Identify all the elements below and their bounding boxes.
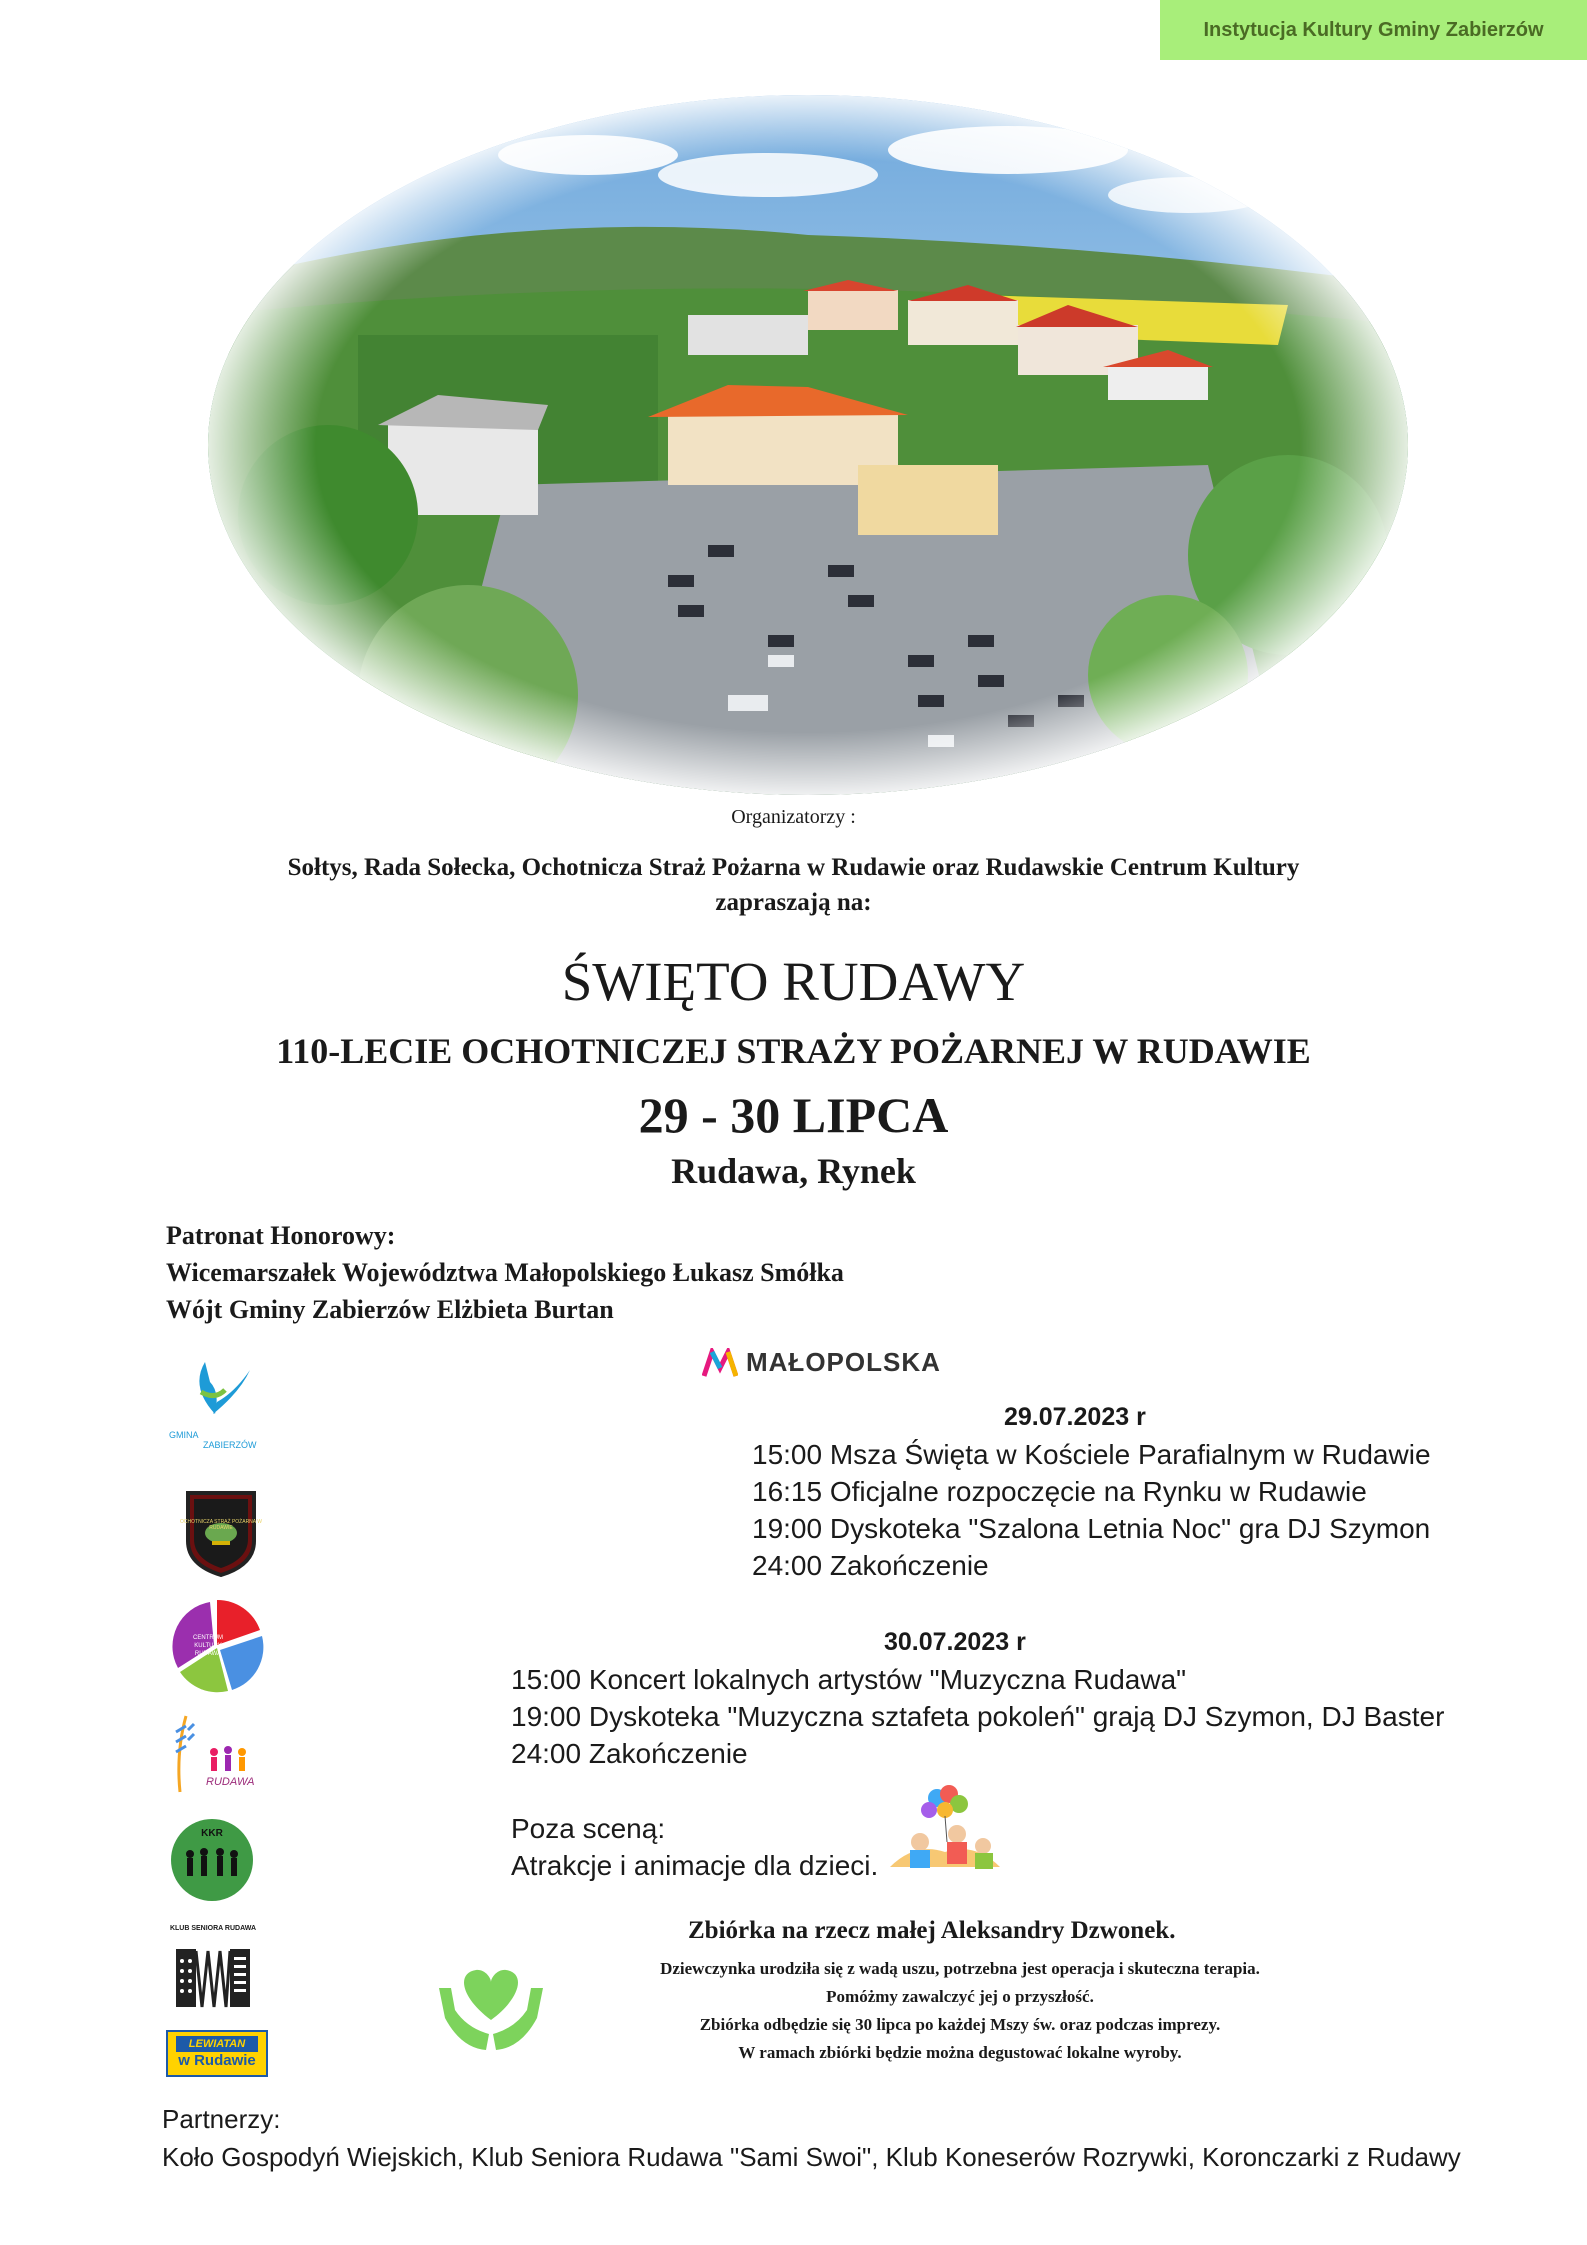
event-dates: 29 - 30 LIPCA	[638, 1087, 949, 1143]
malopolska-text: MAŁOPOLSKA	[746, 1347, 941, 1377]
schedule-item: 19:00 Dyskoteka "Muzyczna sztafeta pokoleń" grają DJ Szymon, DJ Baster	[511, 1701, 1445, 1732]
invitation-text: zapraszają na:	[715, 889, 872, 916]
event-title: ŚWIĘTO RUDAWY	[561, 951, 1026, 1012]
heart-hands-icon	[431, 1958, 551, 2058]
kids-balloons-illustration	[885, 1782, 1003, 1877]
schedule-item: 24:00 Zakończenie	[511, 1738, 748, 1769]
lewiatan-brand: LEWIATAN	[176, 2036, 258, 2052]
institution-badge: Instytucja Kultury Gminy Zabierzów	[1160, 0, 1587, 60]
osp-shield-icon	[180, 1485, 262, 1577]
aerial-photo	[208, 95, 1408, 795]
malopolska-mark-icon	[702, 1348, 738, 1378]
kgw-rudawa-logo	[166, 1712, 262, 1794]
gmina-bird-icon	[165, 1352, 275, 1432]
schedule-item: 16:15 Oficjalne rozpoczęcie na Rynku w Rudawie	[752, 1476, 1367, 1507]
event-location: Rudawa, Rynek	[671, 1151, 916, 1191]
kgw-text: RUDAWA	[206, 1776, 255, 1788]
extra-text: Atrakcje i animacje dla dzieci.	[511, 1850, 879, 1881]
day1-schedule	[752, 1436, 1431, 1584]
schedule-item: 19:00 Dyskoteka "Szalona Letnia Noc" gra DJ Szymon	[752, 1513, 1431, 1544]
schedule-item: 24:00 Zakończenie	[752, 1550, 989, 1581]
rck-logo	[170, 1598, 265, 1693]
kkr-logo	[170, 1818, 254, 1902]
gmina-text-1: GMINA	[169, 1430, 199, 1440]
club-seniors-logo	[168, 1925, 258, 2017]
extra-attractions	[511, 1810, 878, 1884]
rck-text: CENTRUM KULTURY RUDAWA	[193, 1635, 223, 1657]
fundraiser-line: Dziewczynka urodziła się z wadą uszu, potrzebna jest operacja i skuteczna terapia.	[660, 1959, 1260, 1978]
day1-date: 29.07.2023 r	[1004, 1403, 1146, 1431]
day2-schedule	[511, 1661, 1444, 1772]
lewiatan-logo	[166, 2030, 268, 2077]
gmina-text-2: ZABIERZÓW	[203, 1440, 257, 1450]
lewiatan-location: w Rudawie	[178, 2052, 256, 2069]
organizers-label: Organizatorzy :	[731, 806, 856, 828]
accordion-icon	[172, 1935, 254, 2017]
osp-rudawa-logo	[180, 1485, 262, 1577]
malopolska-logo	[702, 1347, 941, 1378]
partners-label: Partnerzy:	[162, 2104, 281, 2134]
gmina-zabierzow-logo	[165, 1352, 275, 1457]
fundraiser-line: W ramach zbiórki będzie można degustować lokalne wyroby.	[738, 2043, 1182, 2062]
seniors-text: KLUB SENIORA RUDAWA	[169, 1925, 257, 1932]
fundraiser-title: Zbiórka na rzecz małej Aleksandry Dzwonek.	[688, 1917, 1176, 1944]
patron-2: Wójt Gminy Zabierzów Elżbieta Burtan	[166, 1295, 614, 1324]
seniors-subtext: "SAMI SWOI"	[194, 1937, 232, 1943]
organizers-names: Sołtys, Rada Sołecka, Ochotnicza Straż Pożarna w Rudawie oraz Rudawskie Centrum Kultury	[287, 854, 1300, 881]
fundraiser-text	[540, 1955, 1380, 2067]
fundraiser-line: Pomóżmy zawalczyć jej o przyszłość.	[826, 1987, 1094, 2006]
schedule-item: 15:00 Koncert lokalnych artystów "Muzyczna Rudawa"	[511, 1664, 1187, 1695]
schedule-item: 15:00 Msza Święta w Kościele Parafialnym w Rudawie	[752, 1439, 1431, 1470]
event-subtitle: 110-LECIE OCHOTNICZEJ STRAŻY POŻARNEJ W RUDAWIE	[276, 1031, 1311, 1071]
patron-1: Wicemarszałek Województwa Małopolskiego Łukasz Smółka	[166, 1258, 844, 1287]
kkr-text: KKR	[201, 1828, 223, 1839]
osp-text: OCHOTNICZA STRAŻ POŻARNA W RUDAWIE	[180, 1519, 262, 1531]
patronage-label: Patronat Honorowy:	[166, 1221, 396, 1250]
fundraiser-line: Zbiórka odbędzie się 30 lipca po każdej Mszy św. oraz podczas imprezy.	[699, 2015, 1221, 2034]
day2-date: 30.07.2023 r	[884, 1628, 1026, 1656]
partners-list: Koło Gospodyń Wiejskich, Klub Seniora Rudawa "Sami Swoi", Klub Koneserów Rozrywki, Koronczarki z Rudawy	[162, 2142, 1461, 2172]
extra-label: Poza sceną:	[511, 1813, 666, 1844]
